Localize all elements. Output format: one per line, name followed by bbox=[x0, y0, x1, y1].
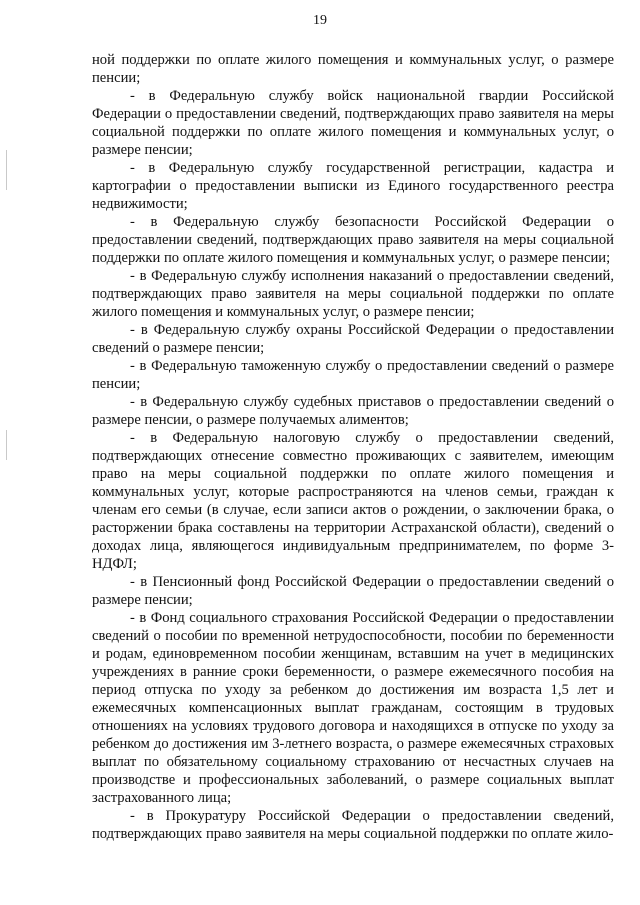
paragraph: - в Федеральную налоговую службу о предоставлении сведений, подтверждающих отнесение совместно проживающих с заявителем, имеющим право на меры социальной поддержки по оплате жилого помещения и коммунальных услуг, которые распространяются на членов семьи, граждан к членам его семьи (в случае, если записи актов о рождении, о заключении брака, о расторжении брака составлены на территории Астраханской области), сведений о доходах лица, являющегося индивидуальным предпринимателем, по форме 3-НДФЛ; bbox=[92, 430, 614, 572]
paragraph: - в Федеральную службу исполнения наказаний о предоставлении сведений, подтверждающих право заявителя на меры социальной поддержки по оплате жилого помещения и коммунальных услуг, о размере пенсии; bbox=[92, 268, 614, 320]
paragraph: - в Пенсионный фонд Российской Федерации о предоставлении сведений о размере пенсии; bbox=[92, 574, 614, 608]
paragraph: - в Прокуратуру Российской Федерации о предоставлении сведений, подтверждающих право заявителя на меры социальной поддержки по оплате жило- bbox=[92, 808, 614, 842]
margin-scan-mark bbox=[6, 430, 7, 460]
paragraph: - в Федеральную службу войск национальной гвардии Российской Федерации о предоставлении сведений, подтверждающих право заявителя на меры социальной поддержки по оплате жилого помещения и коммунальных услуг, о размере пенсии; bbox=[92, 88, 614, 158]
paragraph: - в Федеральную службу государственной регистрации, кадастра и картографии о предоставлении выписки из Единого государственного реестра недвижимости; bbox=[92, 160, 614, 212]
paragraph: - в Федеральную службу охраны Российской Федерации о предоставлении сведений о размере пенсии; bbox=[92, 322, 614, 356]
paragraph: ной поддержки по оплате жилого помещения и коммунальных услуг, о размере пенсии; bbox=[92, 52, 614, 86]
page-number: 19 bbox=[313, 13, 327, 28]
paragraph: - в Фонд социального страхования Российской Федерации о предоставлении сведений о пособии по временной нетрудоспособности, пособии по беременности и родам, единовременном пособии женщинам, вставшим на учет в медицинских учреждениях в ранние сроки беременности, о размере ежемесячного пособия на период отпуска по уходу за ребенком до достижения им возраста 1,5 лет и ежемесячных компенсационных выплат гражданам, состоящим в трудовых отношениях на условиях трудового договора и находящихся в отпуске по уходу за ребенком до достижения им 3-летнего возраста, о размере ежемесячных страховых выплат по обязательному социальному страхованию от несчастных случаев на производстве и профессиональных заболеваний, о размере социальных выплат застрахованного лица; bbox=[92, 610, 614, 806]
paragraph: - в Федеральную службу судебных приставов о предоставлении сведений о размере пенсии, о размере получаемых алиментов; bbox=[92, 394, 614, 428]
margin-scan-mark bbox=[6, 150, 7, 190]
paragraph: - в Федеральную таможенную службу о предоставлении сведений о размере пенсии; bbox=[92, 358, 614, 392]
document-body bbox=[92, 51, 614, 843]
paragraph: - в Федеральную службу безопасности Российской Федерации о предоставлении сведений, подтверждающих право заявителя на меры социальной поддержки по оплате жилого помещения и коммунальных услуг, о размере пенсии; bbox=[92, 214, 614, 266]
